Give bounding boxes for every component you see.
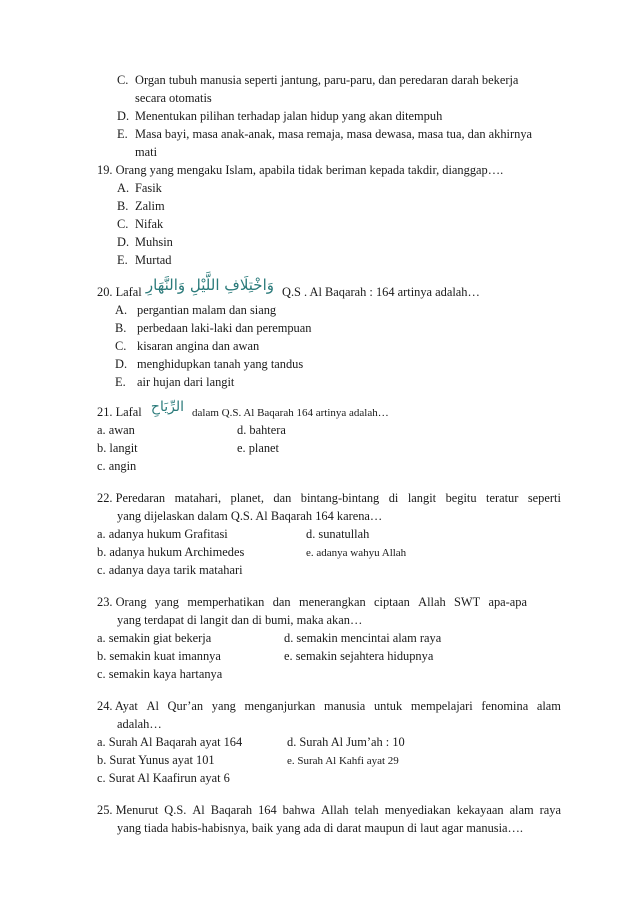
q23-option-d: d. semakin mencintai alam raya [284,631,442,645]
q20-option-c-text: kisaran angina dan awan [137,339,260,353]
q19-question: 19. Orang yang mengaku Islam, apabila tidak beriman kepada takdir, dianggap…. [97,163,504,177]
q21-option-c: c. angin [97,459,137,473]
q20-question-tail: Q.S . Al Baqarah : 164 artinya adalah… [282,285,480,299]
q19-option-d-text: Muhsin [135,235,173,249]
q19-option-c-letter: C. [117,217,129,231]
q23-option-c: c. semakin kaya hartanya [97,667,223,681]
q18-option-e-line2: mati [135,145,158,159]
q22-option-d: d. sunatullah [306,527,370,541]
q18-option-d-letter: D. [117,109,130,123]
q21-question-tail: dalam Q.S. Al Baqarah 164 artinya adalah… [192,407,389,419]
q21-option-e: e. planet [237,441,279,455]
q23-question-line2: yang terdapat di langit dan di bumi, maka akan… [117,613,363,627]
q21-arabic-word: الرِّيَاحِ [150,399,184,415]
q19-option-a-text: Fasik [135,181,162,195]
q20-option-d-text: menghidupkan tanah yang tandus [137,357,304,371]
q24-option-b: b. Surat Yunus ayat 101 [97,753,215,767]
q19-option-b-letter: B. [117,199,129,213]
q22-option-a: a. adanya hukum Grafitasi [97,527,228,541]
q22-option-c: c. adanya daya tarik matahari [97,563,243,577]
q19-option-b-text: Zalim [135,199,165,213]
q19-option-e-text: Murtad [135,253,172,267]
q19-option-c-text: Nifak [135,217,164,231]
q20-option-e-text: air hujan dari langit [137,375,235,389]
q24-option-a: a. Surah Al Baqarah ayat 164 [97,735,243,749]
q20-arabic-phrase: وَاخْتِلَافِ اللَّيْلِ وَالنَّهَارِ [145,276,274,294]
q20-option-a-text: pergantian malam dan siang [137,303,277,317]
q23-option-a: a. semakin giat bekerja [97,631,212,645]
q23-option-e: e. semakin sejahtera hidupnya [284,649,434,663]
q19-option-a-letter: A. [117,181,130,195]
q18-option-e-line1: Masa bayi, masa anak-anak, masa remaja, masa dewasa, masa tua, dan akhirnya [135,127,533,141]
q24-option-e: e. Surah Al Kahfi ayat 29 [287,755,399,767]
q18-option-e-letter: E. [117,127,128,141]
q20-option-a-letter: A. [115,303,128,317]
q18-option-c-letter: C. [117,73,129,87]
q21-option-a: a. awan [97,423,135,437]
q19-option-e-letter: E. [117,253,128,267]
q22-question-line1: 22. Peredaran matahari, planet, dan bintang-bintang di langit begitu teratur seperti [97,491,561,505]
q25-question-line2: yang tiada habis-habisnya, baik yang ada di darat maupun di laut agar manusia…. [117,821,524,835]
q22-option-b: b. adanya hukum Archimedes [97,545,245,559]
q23-option-b: b. semakin kuat imannya [97,649,221,663]
q20-option-b-letter: B. [115,321,127,335]
q23-question-line1: 23. Orang yang memperhatikan dan menerangkan ciptaan Allah SWT apa-apa [97,595,527,609]
q24-option-d: d. Surah Al Jum’ah : 10 [287,735,405,749]
q22-option-e: e. adanya wahyu Allah [306,547,407,559]
q18-option-d-text: Menentukan pilihan terhadap jalan hidup yang akan ditempuh [135,109,443,123]
q21-option-d: d. bahtera [237,423,286,437]
q20-option-e-letter: E. [115,375,126,389]
q20-option-c-letter: C. [115,339,127,353]
q21-option-b: b. langit [97,441,138,455]
q25-question-line1: 25. Menurut Q.S. Al Baqarah 164 bahwa Allah telah menyediakan kekayaan alam raya [97,803,561,817]
q19-option-d-letter: D. [117,235,130,249]
q24-option-c: c. Surat Al Kaafirun ayat 6 [97,771,230,785]
q20-lead: 20. Lafal [97,285,142,299]
q18-option-c-line2: secara otomatis [135,91,212,105]
q20-option-d-letter: D. [115,357,128,371]
q24-question-line2: adalah… [117,717,162,731]
q22-question-line2: yang dijelaskan dalam Q.S. Al Baqarah 164 karena… [117,509,383,523]
q21-lead: 21. Lafal [97,405,142,419]
q18-option-c-line1: Organ tubuh manusia seperti jantung, paru-paru, dan peredaran darah bekerja [135,73,519,87]
q20-option-b-text: perbedaan laki-laki dan perempuan [137,321,312,335]
q24-question-line1: 24. Ayat Al Qur’an yang menganjurkan manusia untuk mempelajari fenomina alam [97,699,561,713]
